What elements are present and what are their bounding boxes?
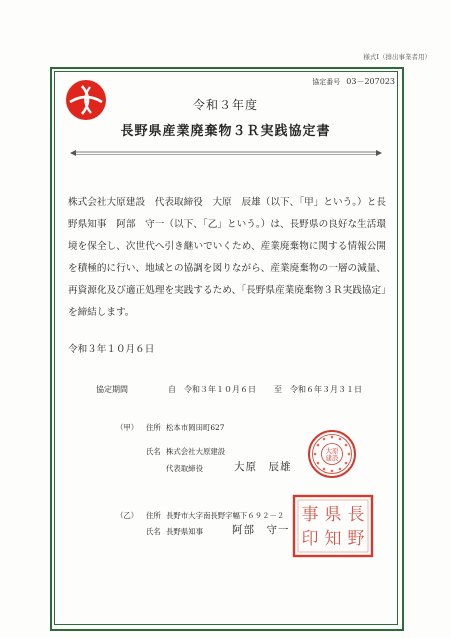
party-b-tag: （乙） [116, 511, 139, 520]
party-b-address: 長野市大字南長野字幅下６９２－２ [166, 511, 285, 520]
party-a-address: 松本市岡田町627 [166, 423, 225, 432]
governor-seal-char-1: 長 [347, 505, 365, 525]
period-to-date: 令和６年３月３１日 [290, 385, 362, 394]
governor-seal-char-3: 県 [324, 505, 342, 525]
period-label: 協定期間 [96, 385, 128, 394]
agreement-date: 令和３年１０月６日 [68, 344, 155, 355]
party-a-representative: 大原 辰雄 [234, 461, 292, 473]
party-a-address-label: 住所 [146, 423, 161, 432]
governor-seal-char-4: 知 [324, 529, 342, 549]
company-seal-icon [306, 428, 358, 480]
certificate-number [312, 76, 395, 87]
era-title: 令和３年度 [192, 98, 258, 112]
governor-seal-char-2: 野 [347, 529, 365, 549]
agreement-text: 株式会社大原建設 代表取締役 大原 辰雄（以下、「甲」という。）と長野県知事 阿部 守一（以下、「乙」という。）は、長野県の良好な生活環境を保全し、次世代へ引き継いでいくため、産業廃棄物に関する情報公開を積極的に行い、地域との協調を図りながら、産業廃棄物の一層の減量、再資源化及び適正処理を実践するため、「長野県産業廃棄物３Ｒ実践協定」を締結します。 [68, 196, 386, 318]
period-to-label: 至 [274, 385, 282, 394]
period-from-date: 令和３年１０月６日 [184, 385, 256, 394]
party-a-tag: （甲） [116, 423, 139, 432]
governor-seal-icon [292, 494, 374, 558]
governor-seal-char-6: 印 [301, 529, 319, 549]
party-a-name-label: 氏名 [146, 447, 161, 456]
company-seal-text-2: 建設 [325, 454, 339, 462]
party-b-name-label: 氏名 [146, 527, 161, 536]
certificate-number-value: 03－207023 [346, 77, 395, 86]
party-b-title: 長野県知事 [166, 527, 203, 536]
form-label: 様式Ⅰ（排出事業者用） [363, 53, 431, 61]
party-a-title: 代表取締役 [166, 464, 203, 473]
party-a-company: 株式会社大原建設 [166, 447, 226, 456]
governor-seal-char-5: 事 [301, 505, 319, 525]
company-seal-text-1: 大原 [325, 447, 339, 455]
certificate-number-label: 協定番号 [312, 78, 341, 86]
party-b-representative: 阿部 守一 [232, 524, 290, 536]
decorative-rule [70, 148, 382, 158]
agreement-body [68, 192, 386, 324]
period-from-label: 自 [168, 385, 176, 394]
party-b-address-label: 住所 [146, 511, 161, 520]
document-title: 長野県産業廃棄物３Ｒ実践協定書 [120, 124, 331, 139]
